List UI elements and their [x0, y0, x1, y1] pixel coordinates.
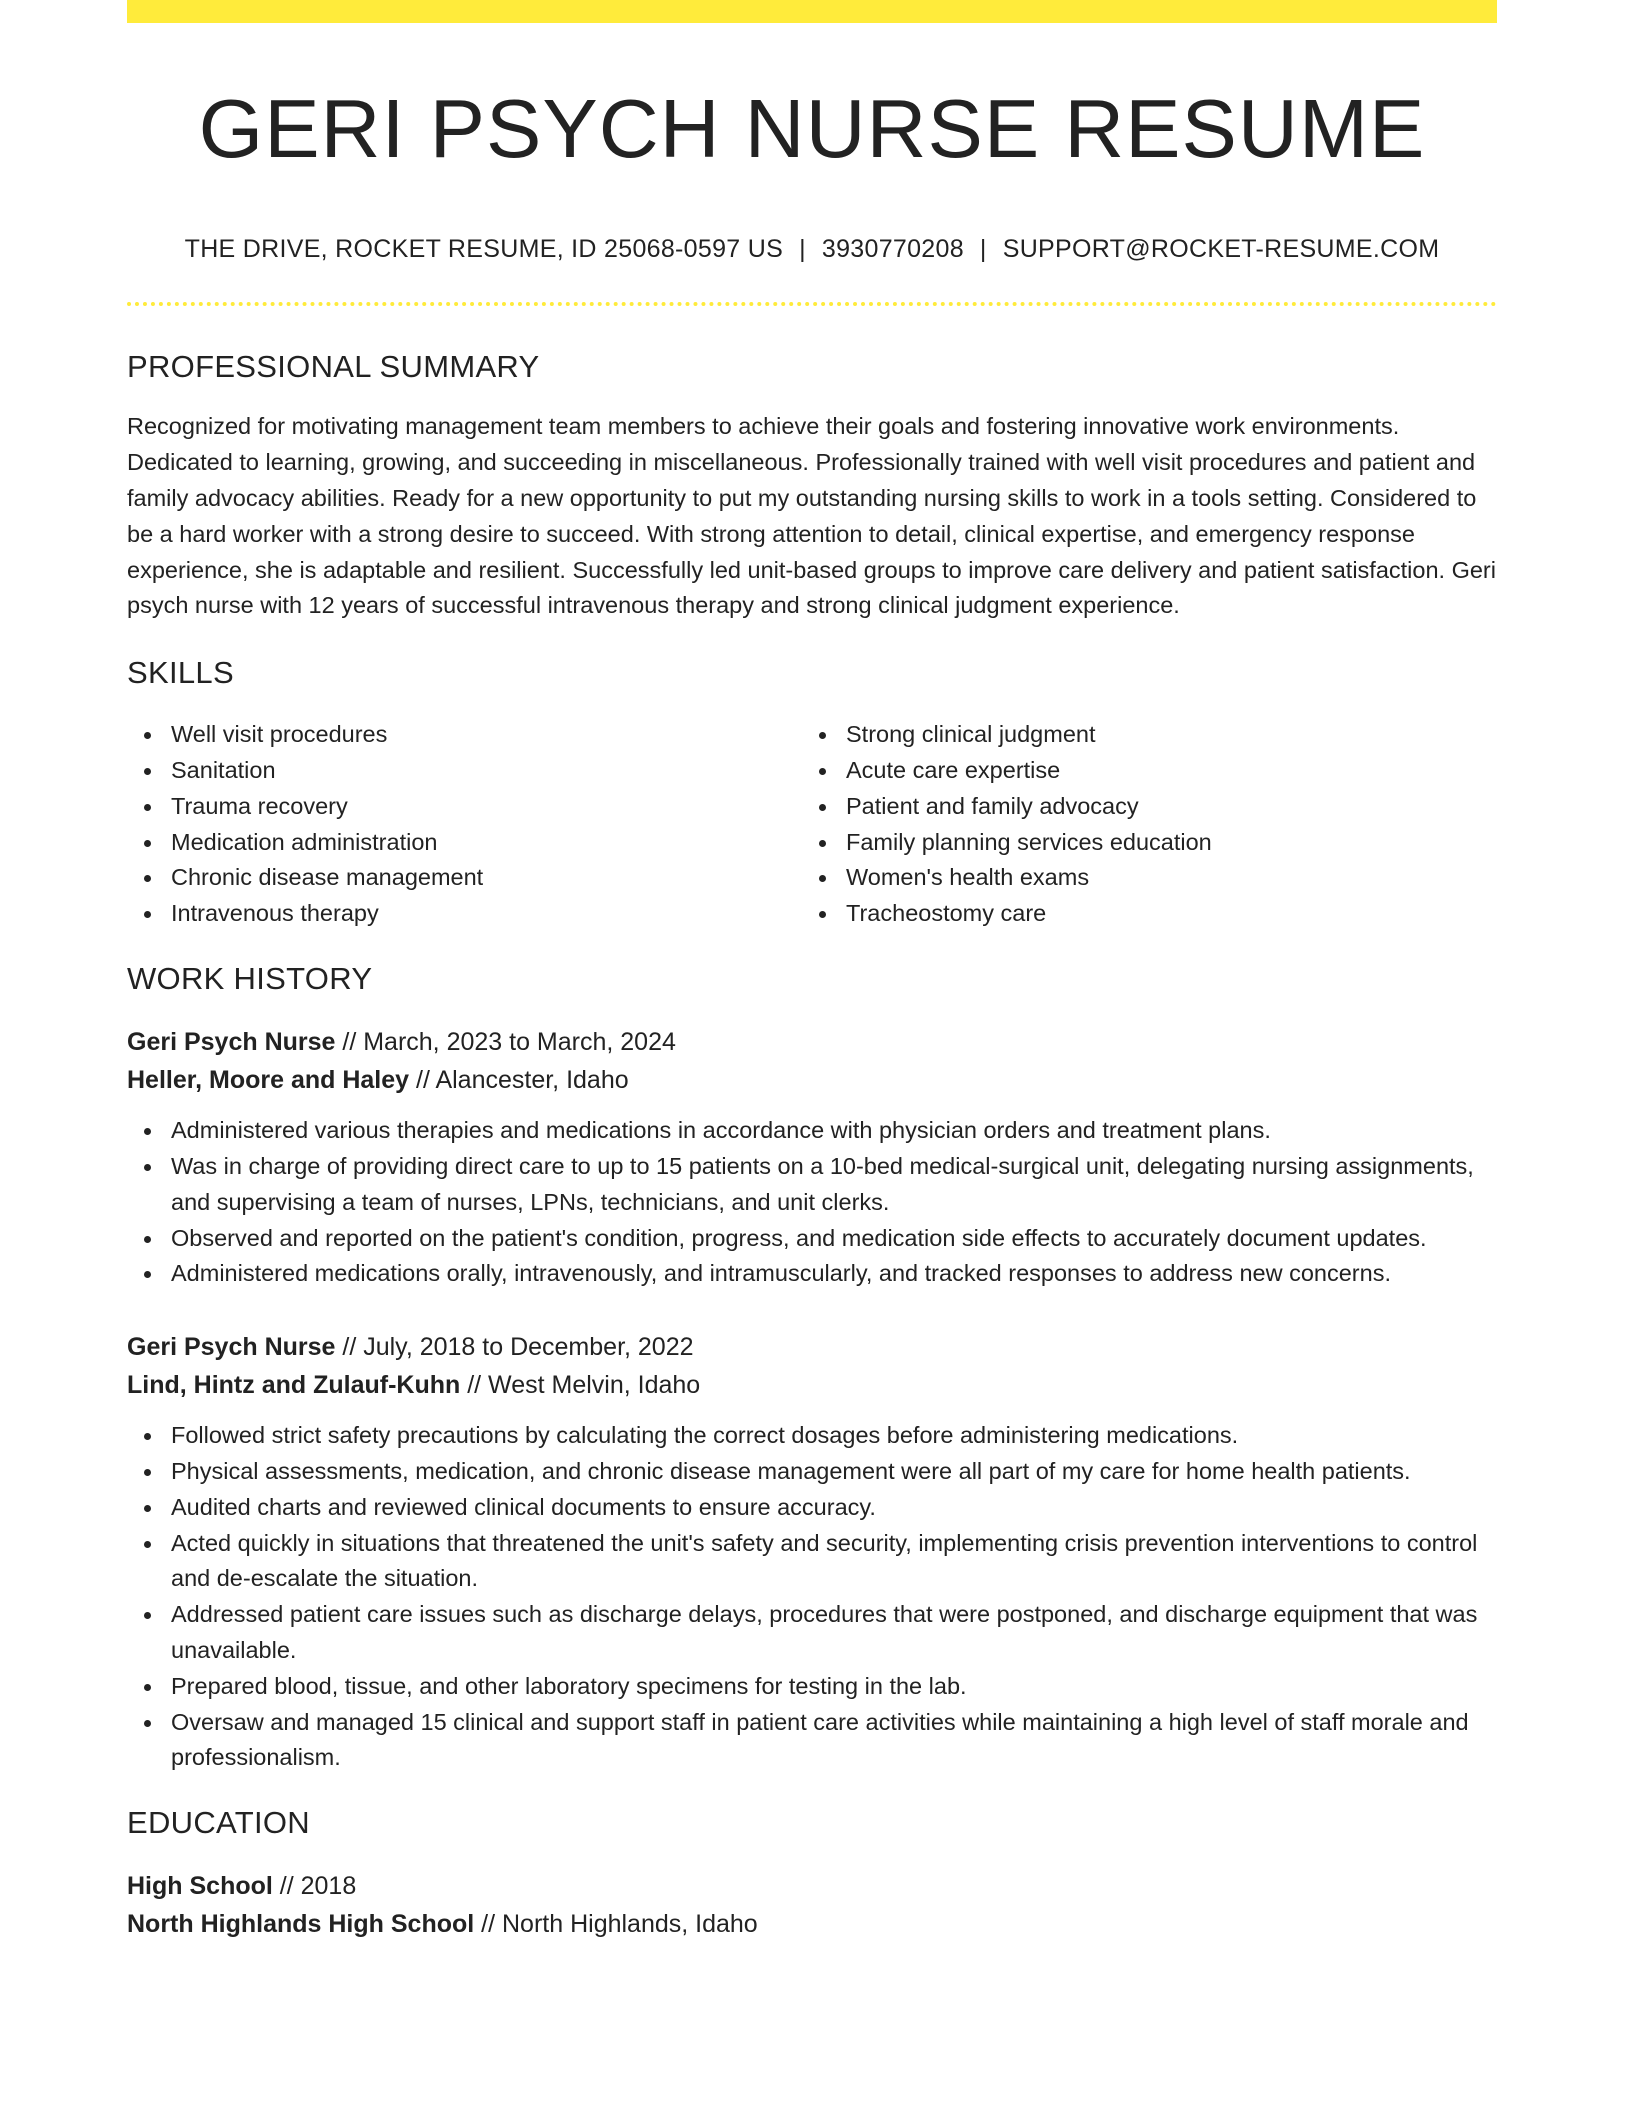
education-school-line	[127, 1905, 1497, 1943]
skill-item: Trauma recovery	[127, 789, 802, 825]
job-title: Geri Psych Nurse	[127, 1333, 336, 1362]
job-company: Lind, Hintz and Zulauf-Kuhn	[127, 1371, 461, 1400]
job-duties	[127, 1113, 1497, 1292]
education-heading: EDUCATION	[127, 1805, 310, 1841]
contact-phone: 3930770208	[821, 235, 964, 264]
dotted-divider	[127, 302, 1497, 306]
skill-item: Acute care expertise	[802, 753, 1477, 789]
contact-separator: |	[799, 235, 806, 264]
education-school: North Highlands High School	[127, 1910, 475, 1939]
contact-line	[127, 234, 1497, 264]
skill-item: Sanitation	[127, 753, 802, 789]
job-title: Geri Psych Nurse	[127, 1028, 336, 1057]
duty-item: Physical assessments, medication, and chronic disease management were all part of my care for home health patients.	[127, 1454, 1497, 1490]
job-dates: // March, 2023 to March, 2024	[335, 1028, 676, 1057]
education-degree-line	[127, 1867, 1497, 1905]
duty-item: Oversaw and managed 15 clinical and support staff in patient care activities while maintaining a high level of staff morale and professionalism.	[127, 1705, 1497, 1777]
duty-item: Addressed patient care issues such as discharge delays, procedures that were postponed, and discharge equipment that was unavailable.	[127, 1597, 1497, 1669]
skills-column-left	[127, 717, 802, 932]
duty-item: Followed strict safety precautions by calculating the correct dosages before administering medications.	[127, 1418, 1497, 1454]
skill-item: Intravenous therapy	[127, 896, 802, 932]
skill-item: Family planning services education	[802, 825, 1477, 861]
duty-item: Acted quickly in situations that threatened the unit's safety and security, implementing crisis prevention interventions to control and de-escalate the situation.	[127, 1526, 1497, 1598]
job-dates: // July, 2018 to December, 2022	[335, 1333, 694, 1362]
duty-item: Was in charge of providing direct care to up to 15 patients on a 10-bed medical-surgical unit, delegating nursing assignments, and supervising a team of nurses, LPNs, technicians, and unit clerks.	[127, 1149, 1497, 1221]
skills-column-right	[802, 717, 1477, 932]
skills-heading: SKILLS	[127, 655, 234, 691]
job-location: // West Melvin, Idaho	[460, 1371, 701, 1400]
duty-item: Administered various therapies and medications in accordance with physician orders and treatment plans.	[127, 1113, 1497, 1149]
duty-item: Prepared blood, tissue, and other laboratory specimens for testing in the lab.	[127, 1669, 1497, 1705]
job-duties	[127, 1418, 1497, 1776]
skill-item: Strong clinical judgment	[802, 717, 1477, 753]
contact-separator: |	[979, 235, 987, 264]
education-entry	[127, 1867, 1497, 1943]
education-degree: High School	[127, 1872, 273, 1901]
education-location: // North Highlands, Idaho	[474, 1910, 758, 1939]
resume-page	[127, 0, 1497, 1943]
duty-item: Observed and reported on the patient's condition, progress, and medication side effects to accurately document updates.	[127, 1221, 1497, 1257]
job-company-line	[127, 1061, 1497, 1099]
job-location: // Alancester, Idaho	[409, 1066, 629, 1095]
job-title-line	[127, 1023, 1497, 1061]
skill-item: Women's health exams	[802, 860, 1477, 896]
contact-address: THE DRIVE, ROCKET RESUME, ID 25068-0597 US	[184, 235, 784, 264]
skill-item: Well visit procedures	[127, 717, 802, 753]
skill-item: Chronic disease management	[127, 860, 802, 896]
education-year: // 2018	[272, 1872, 357, 1901]
job-company: Heller, Moore and Haley	[127, 1066, 410, 1095]
skill-item: Medication administration	[127, 825, 802, 861]
job-entry	[127, 1023, 1497, 1292]
accent-bar	[127, 0, 1497, 23]
skill-item: Tracheostomy care	[802, 896, 1477, 932]
skill-item: Patient and family advocacy	[802, 789, 1477, 825]
summary-heading: PROFESSIONAL SUMMARY	[127, 349, 540, 385]
duty-item: Audited charts and reviewed clinical documents to ensure accuracy.	[127, 1490, 1497, 1526]
work-history-heading: WORK HISTORY	[127, 961, 373, 997]
job-entry	[127, 1328, 1497, 1776]
job-company-line	[127, 1366, 1497, 1404]
duty-item: Administered medications orally, intravenously, and intramuscularly, and tracked responses to address new concerns.	[127, 1256, 1497, 1292]
resume-title: GERI PSYCH NURSE RESUME	[198, 82, 1426, 175]
contact-email: SUPPORT@ROCKET-RESUME.COM	[1002, 235, 1440, 264]
summary-text: Recognized for motivating management team members to achieve their goals and fostering innovative work environments. Dedicated to learning, growing, and succeeding in miscellaneous. Professionally trained with well visit procedures and patient and family advocacy abilities. Ready for a new opportunity to put my outstanding nursing skills to work in a tools setting. Considered to be a hard worker with a strong desire to succeed. With strong attention to detail, clinical expertise, and emergency response experience, she is adaptable and resilient. Successfully led unit-based groups to improve care delivery and patient satisfaction. Geri psych nurse with 12 years of successful intravenous therapy and strong clinical judgment experience.	[127, 413, 1496, 619]
job-title-line	[127, 1328, 1497, 1366]
skills-list	[127, 717, 1497, 932]
